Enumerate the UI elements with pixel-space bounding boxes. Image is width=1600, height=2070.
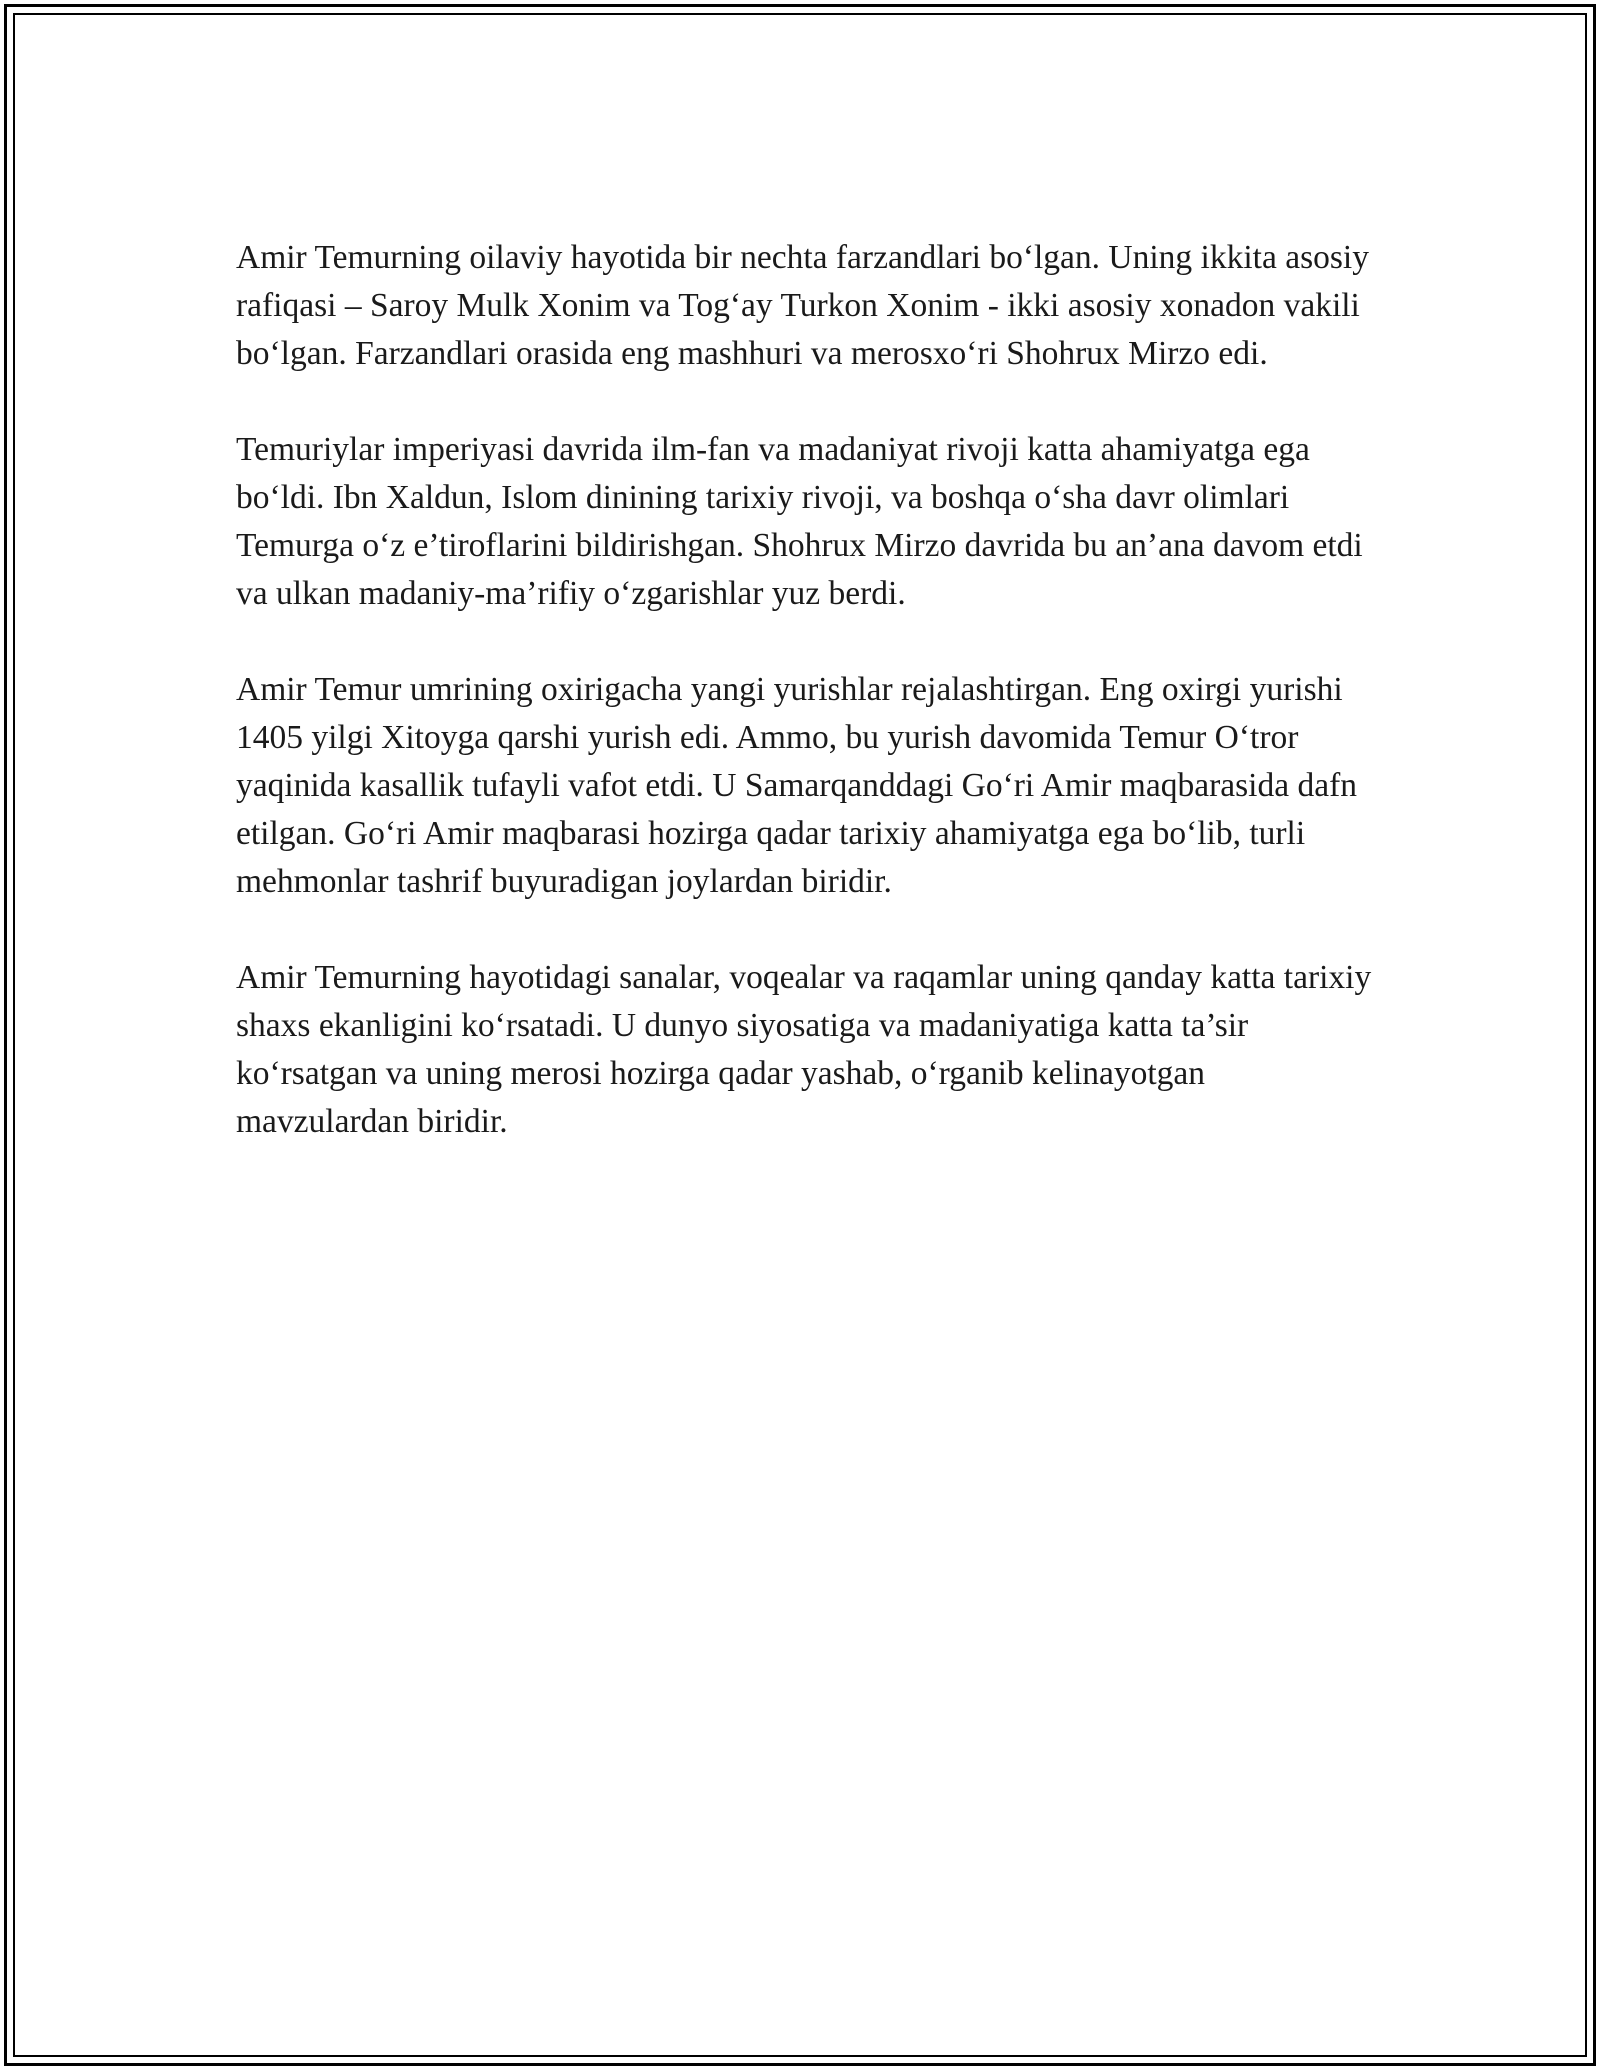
paragraph-science-culture: Temuriylar imperiyasi davrida ilm-fan va madaniyat rivoji katta ahamiyatga ega bo‘ldi. Ibn Xaldun, Islom dinining tarixiy rivoji, va boshqa o‘sha davr olimlari Temurga o‘z e’tiroflarini bildirishgan. Shohrux Mirzo davrida bu an’ana davom etdi va ulkan madaniy-ma’rifiy o‘zgarishlar yuz berdi.	[236, 431, 1363, 612]
document-body	[236, 234, 1386, 1194]
paragraph-legacy: Amir Temurning hayotidagi sanalar, voqealar va raqamlar uning qanday katta tarixiy shaxs ekanligini ko‘rsatadi. U dunyo siyosatiga va madaniyatiga katta ta’sir ko‘rsatgan va uning merosi hozirga qadar yashab, o‘rganib kelinayotgan mavzulardan biridir.	[236, 959, 1372, 1140]
paragraph-family-life: Amir Temurning oilaviy hayotida bir nechta farzandlari bo‘lgan. Uning ikkita asosiy rafiqasi – Saroy Mulk Xonim va Tog‘ay Turkon Xonim - ikki asosiy xonadon vakili bo‘lgan. Farzandlari orasida eng mashhuri va merosxo‘ri Shohrux Mirzo edi.	[236, 239, 1369, 372]
paragraph-last-campaign: Amir Temur umrining oxirigacha yangi yurishlar rejalashtirgan. Eng oxirgi yurishi 1405 yilgi Xitoyga qarshi yurish edi. Ammo, bu yurish davomida Temur O‘tror yaqinida kasallik tufayli vafot etdi. U Samarqanddagi Go‘ri Amir maqbarasida dafn etilgan. Go‘ri Amir maqbarasi hozirga qadar tarixiy ahamiyatga ega bo‘lib, turli mehmonlar tashrif buyuradigan joylardan biridir.	[236, 671, 1357, 900]
